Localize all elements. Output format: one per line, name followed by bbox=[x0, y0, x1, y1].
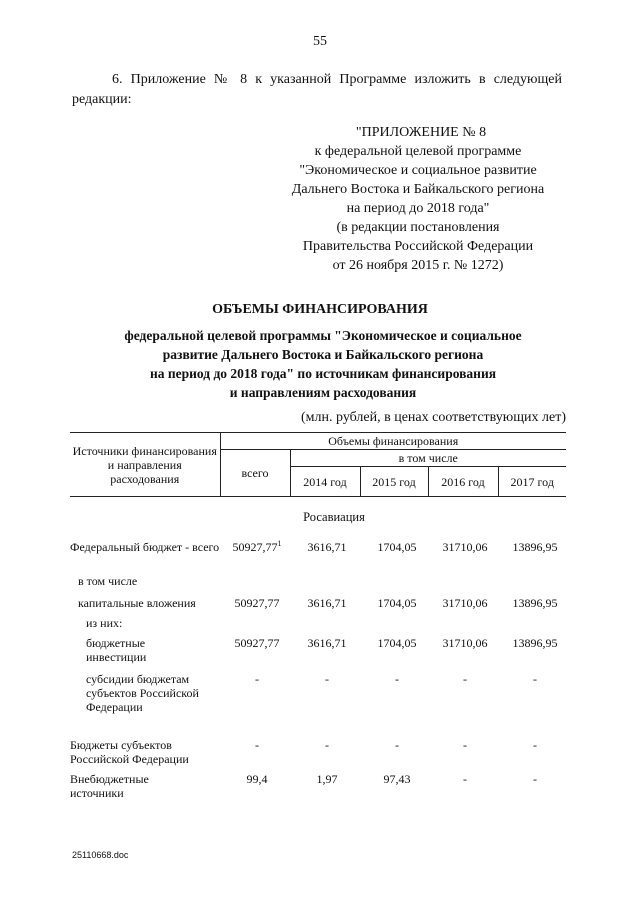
document-heading: ОБЪЕМЫ ФИНАНСИРОВАНИЯ bbox=[212, 302, 428, 317]
cell-2014: - bbox=[325, 672, 329, 686]
cell-2015: 1704,05 bbox=[377, 636, 417, 650]
cell-2015: - bbox=[395, 738, 399, 752]
cell-2016: 31710,06 bbox=[442, 636, 488, 650]
appendix-line: от 26 ноября 2015 г. № 1272) bbox=[332, 258, 504, 273]
cell-2014: 1,97 bbox=[316, 772, 338, 786]
cell-2014: 3616,71 bbox=[307, 636, 347, 650]
row-label: Внебюджетные источники bbox=[70, 772, 149, 800]
cell-2016: - bbox=[463, 772, 467, 786]
file-name-footer: 25110668.doc bbox=[72, 850, 129, 860]
section-title: Росавиация bbox=[303, 510, 365, 524]
cell-2015: 1704,05 bbox=[377, 596, 417, 610]
intro-line-1: 6. Приложение № 8 к указанной Программе изложить в следующей bbox=[112, 72, 562, 87]
cell-2014: - bbox=[325, 738, 329, 752]
footnote-mark: 1 bbox=[277, 539, 282, 548]
intro-line-2: редакции: bbox=[72, 92, 132, 107]
intro-paragraph bbox=[72, 70, 562, 110]
cell-total: 50927,77 bbox=[234, 636, 280, 650]
cell-2016: - bbox=[463, 738, 467, 752]
page-number: 55 bbox=[313, 34, 327, 49]
row-label: бюджетные инвестиции bbox=[86, 636, 147, 664]
subheading-line: федеральной целевой программы "Экономическое и социальное bbox=[124, 328, 522, 343]
cell-2015: - bbox=[395, 672, 399, 686]
cell-total: - bbox=[255, 672, 259, 686]
cell-2016: 31710,06 bbox=[442, 540, 488, 554]
appendix-title: "ПРИЛОЖЕНИЕ № 8 bbox=[355, 125, 487, 140]
appendix-line: к федеральной целевой программе bbox=[314, 144, 522, 159]
cell-2017: - bbox=[533, 738, 537, 752]
header-year-2017: 2017 год bbox=[498, 467, 566, 497]
row-label: Федеральный бюджет - всего bbox=[70, 540, 220, 554]
cell-total: 99,4 bbox=[246, 772, 268, 786]
cell-2014: 3616,71 bbox=[307, 596, 347, 610]
row-label: Бюджеты субъектов Российской Федерации bbox=[70, 738, 189, 766]
header-including: в том числе bbox=[290, 450, 566, 467]
subheading-line: и направлениям расходования bbox=[229, 385, 417, 400]
appendix-line: Дальнего Востока и Байкальского региона bbox=[291, 182, 545, 197]
header-total: всего bbox=[220, 450, 290, 497]
header-year-2014: 2014 год bbox=[290, 467, 360, 497]
row-label: в том числе bbox=[78, 574, 138, 588]
row-label: субсидии бюджетам субъектов Российской Федерации bbox=[86, 672, 199, 714]
row-label: из них: bbox=[86, 616, 123, 630]
header-volumes: Объемы финансирования bbox=[220, 433, 566, 450]
header-year-2016: 2016 год bbox=[428, 467, 498, 497]
subheading-line: развитие Дальнего Востока и Байкальского региона bbox=[162, 347, 484, 362]
document-subheading bbox=[80, 326, 566, 402]
appendix-line: (в редакции постановления bbox=[336, 220, 500, 235]
subheading-line: на период до 2018 года" по источникам финансирования bbox=[149, 366, 497, 381]
cell-2017: 13896,95 bbox=[512, 636, 558, 650]
cell-2017: - bbox=[533, 672, 537, 686]
appendix-line: на период до 2018 года" bbox=[346, 201, 490, 216]
cell-2016: 31710,06 bbox=[442, 596, 488, 610]
cell-2017: 13896,95 bbox=[512, 540, 558, 554]
cell-total: 50927,77$^1$ bbox=[232, 539, 282, 554]
row-label: капитальные вложения bbox=[78, 596, 196, 610]
cell-total: 50927,77 bbox=[234, 596, 280, 610]
cell-2017: - bbox=[533, 772, 537, 786]
cell-2014: 3616,71 bbox=[307, 540, 347, 554]
cell-2015: 1704,05 bbox=[377, 540, 417, 554]
appendix-line: "Экономическое и социальное развитие bbox=[299, 163, 537, 178]
cell-2017: 13896,95 bbox=[512, 596, 558, 610]
appendix-block bbox=[270, 123, 566, 275]
header-year-2015: 2015 год bbox=[360, 467, 428, 497]
cell-2015: 97,43 bbox=[383, 772, 411, 786]
cell-2016: - bbox=[463, 672, 467, 686]
header-sources: Источники финансирования и направления расходования bbox=[70, 433, 220, 497]
financing-table-header bbox=[70, 432, 566, 497]
appendix-line: Правительства Российской Федерации bbox=[302, 239, 534, 254]
units-note: (млн. рублей, в ценах соответствующих лет) bbox=[301, 410, 566, 425]
cell-total: - bbox=[255, 738, 259, 752]
